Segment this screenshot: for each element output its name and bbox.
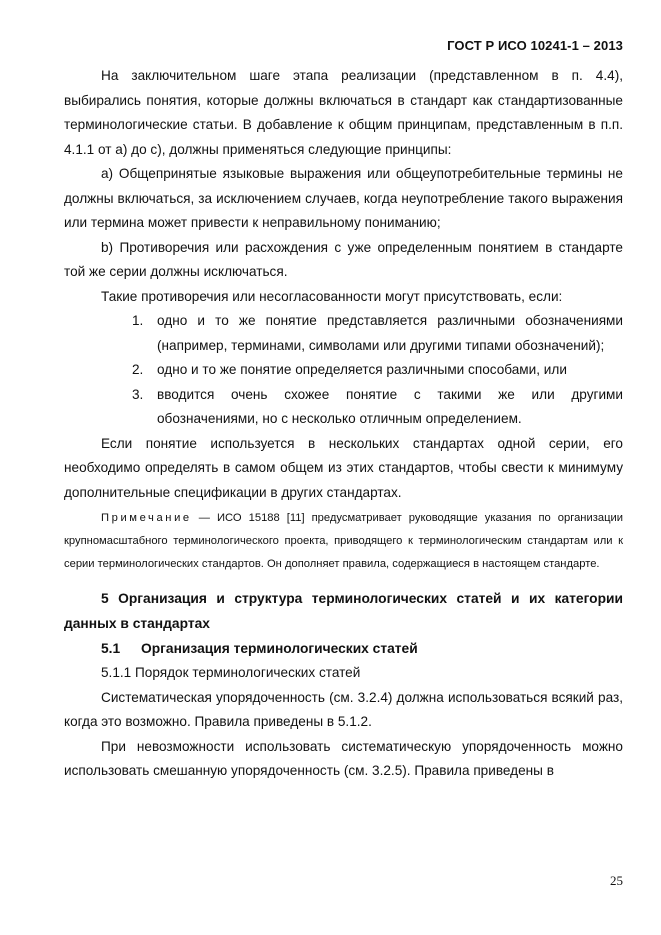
paragraph-series-usage: Если понятие используется в нескольких стандартах одной серии, его необходимо определять в самом общем из этих стандартов, чтобы свести к минимуму дополнительные спецификации в других стандартах. [64,435,623,500]
section-5-1-title: Организация терминологических статей [141,641,418,656]
paragraph-mixed-order: При невозможности использовать систематическую упорядоченность можно использовать смешанную упорядоченность (см. 3.2.5). Правила приведены в [64,738,623,778]
list-item [64,383,623,432]
page-number: 25 [610,873,623,888]
section-5-heading: 5 Организация и структура терминологических статей и их категории данных в стандартах [64,591,623,631]
section-5-1-number: 5.1 [101,641,121,656]
note-label: Примечание [101,512,192,524]
section-5-1-1-heading: 5.1.1 Порядок терминологических статей [101,665,361,680]
document-id-header: ГОСТ Р ИСО 10241-1 – 2013 [447,38,623,53]
note [64,507,623,576]
list-item [64,309,623,358]
paragraph-principle-a: a) Общепринятые языковые выражения или общеупотребительные термины не должны включаться, за исключением случаев, когда неупотребление такого выражения или термина может привести к неправильному пониманию; [64,166,623,230]
list-item-text: одно и то же понятие определяется различными способами, или [157,362,567,377]
paragraph-contradictions: Такие противоречия или несогласованности могут присутствовать, если: [101,288,563,304]
list-item-number: 1. [132,313,144,328]
list-item [64,358,623,383]
paragraph-principle-b: b) Противоречия или расхождения с уже определенным понятием в стандарте той же серии должны исключаться. [64,239,623,279]
note-text: — ИСО 15188 [11] предусматривает руководящие указания по организации крупномасштабного терминологического проекта, приводящего к терминологическим стандартам или к серии терминологических стандартов. Он дополняет правила, содержащиеся в настоящем стандарте. [64,512,623,570]
list-item-text: одно и то же понятие представляется различными обозначениями (например, терминами, символами или другими типами обозначений); [157,313,623,353]
list-item-number: 3. [132,386,144,402]
page-content [64,64,623,784]
paragraph-systematic-order: Систематическая упорядоченность (см. 3.2.4) должна использоваться всякий раз, когда это возможно. Правила приведены в 5.1.2. [64,689,623,729]
section-5-1-heading [101,636,623,661]
list-item-number: 2. [132,362,144,377]
paragraph-intro: На заключительном шаге этапа реализации (представленном в п. 4.4), выбирались понятия, которые должны включаться в стандарт как стандартизованные терминологические статьи. В добавление к общим принципам, представленным в п.п. 4.1.1 от а) до с), должны применяться следующие принципы: [64,68,623,157]
list-item-text: вводится очень схожее понятие с такими же или другими обозначениями, но с несколько отличным определением. [157,386,623,426]
